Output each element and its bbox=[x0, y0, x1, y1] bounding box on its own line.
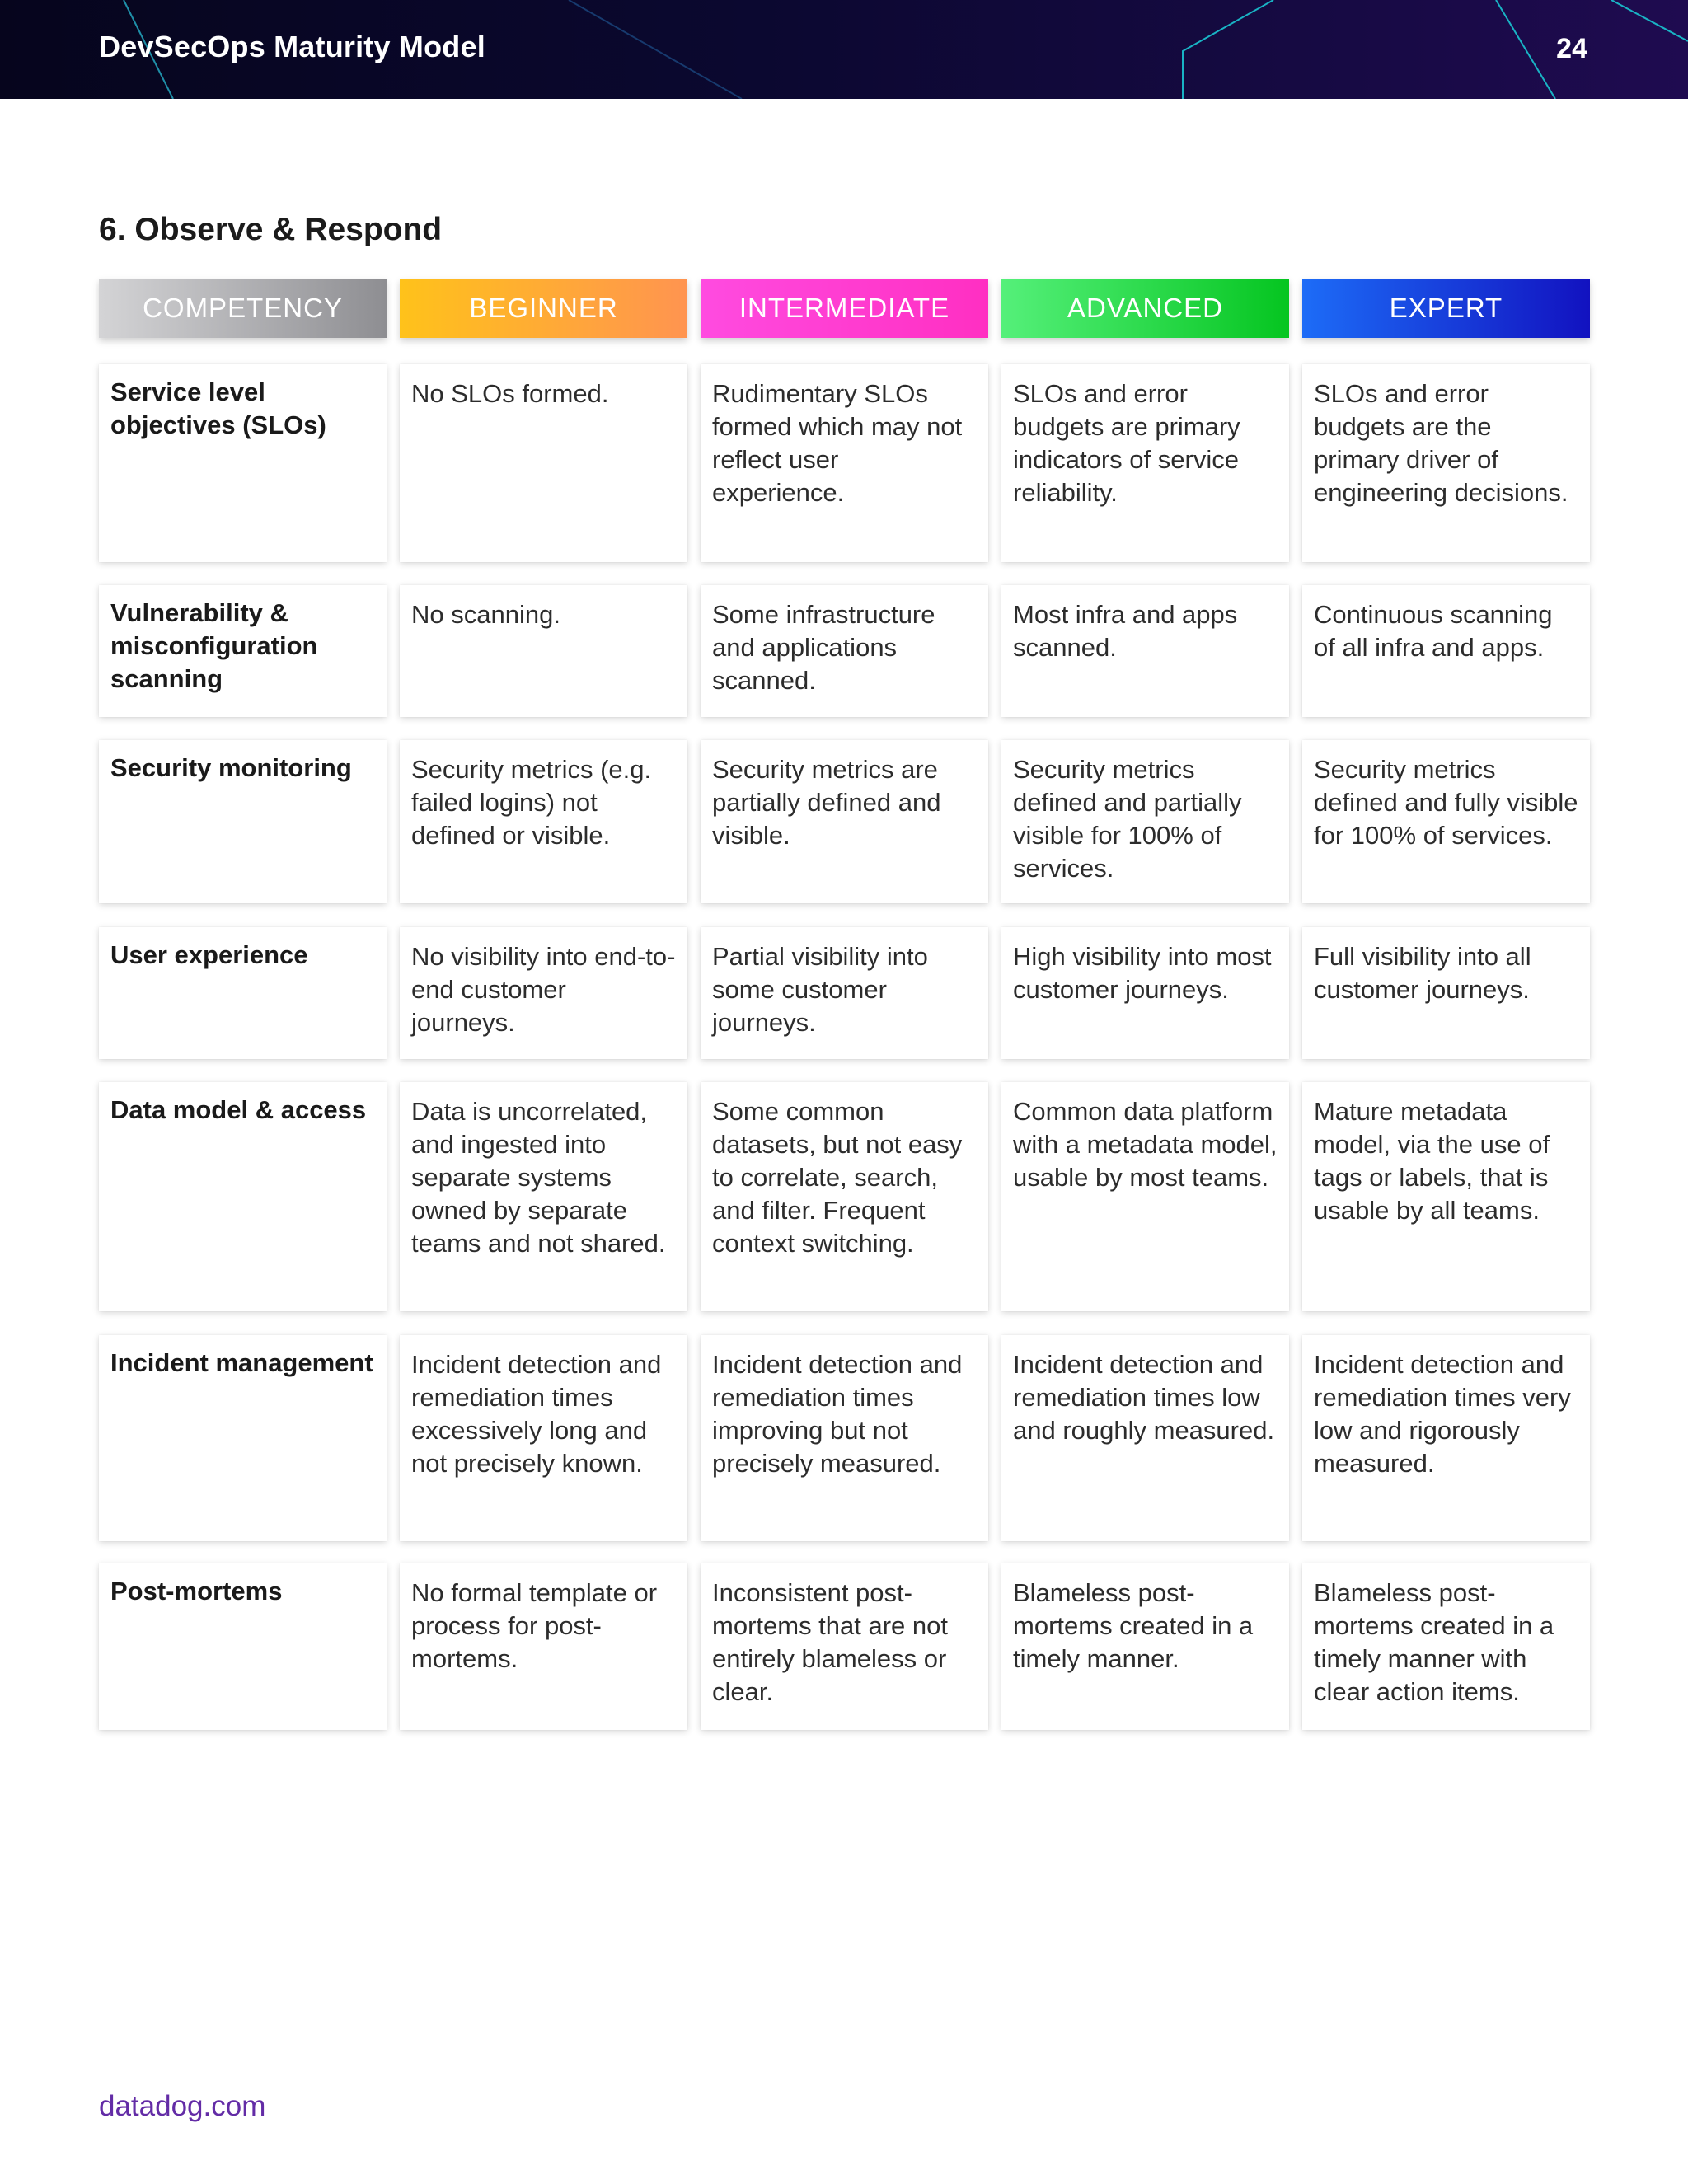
beginner-cell: No visibility into end-to-end customer journeys. bbox=[400, 927, 687, 1059]
column-header-expert: EXPERT bbox=[1302, 279, 1590, 338]
advanced-cell: Blameless post-mortems created in a timely manner. bbox=[1001, 1563, 1289, 1730]
competency-cell: Data model & access bbox=[99, 1082, 387, 1311]
expert-cell: Blameless post-mortems created in a timely manner with clear action items. bbox=[1302, 1563, 1590, 1730]
intermediate-cell: Some common datasets, but not easy to correlate, search, and filter. Frequent context switching. bbox=[701, 1082, 988, 1311]
competency-cell: Vulnerability & misconfiguration scanning bbox=[99, 585, 387, 717]
advanced-cell: Most infra and apps scanned. bbox=[1001, 585, 1289, 717]
intermediate-cell: Some infrastructure and applications scanned. bbox=[701, 585, 988, 717]
advanced-cell: Common data platform with a metadata model, usable by most teams. bbox=[1001, 1082, 1289, 1311]
advanced-cell: SLOs and error budgets are primary indicators of service reliability. bbox=[1001, 364, 1289, 562]
beginner-cell: No scanning. bbox=[400, 585, 687, 717]
section-title: 6. Observe & Respond bbox=[99, 212, 443, 247]
footer-link[interactable]: datadog.com bbox=[99, 2090, 266, 2122]
intermediate-cell: Incident detection and remediation times improving but not precisely measured. bbox=[701, 1335, 988, 1541]
document-title: DevSecOps Maturity Model bbox=[99, 30, 485, 63]
column-header-competency: COMPETENCY bbox=[99, 279, 387, 338]
expert-cell: Incident detection and remediation times very low and rigorously measured. bbox=[1302, 1335, 1590, 1541]
expert-cell: Continuous scanning of all infra and apps. bbox=[1302, 585, 1590, 717]
advanced-cell: Security metrics defined and partially visible for 100% of services. bbox=[1001, 740, 1289, 903]
column-header-beginner: BEGINNER bbox=[400, 279, 687, 338]
expert-cell: SLOs and error budgets are the primary driver of engineering decisions. bbox=[1302, 364, 1590, 562]
page-header bbox=[0, 0, 1688, 99]
intermediate-cell: Security metrics are partially defined and visible. bbox=[701, 740, 988, 903]
advanced-cell: Incident detection and remediation times low and roughly measured. bbox=[1001, 1335, 1289, 1541]
beginner-cell: Security metrics (e.g. failed logins) not defined or visible. bbox=[400, 740, 687, 903]
column-header-advanced: ADVANCED bbox=[1001, 279, 1289, 338]
competency-cell: Security monitoring bbox=[99, 740, 387, 903]
expert-cell: Mature metadata model, via the use of tags or labels, that is usable by all teams. bbox=[1302, 1082, 1590, 1311]
column-header-intermediate: INTERMEDIATE bbox=[701, 279, 988, 338]
competency-cell: Incident management bbox=[99, 1335, 387, 1541]
competency-cell: Post-mortems bbox=[99, 1563, 387, 1730]
intermediate-cell: Inconsistent post-mortems that are not entirely blameless or clear. bbox=[701, 1563, 988, 1730]
intermediate-cell: Rudimentary SLOs formed which may not reflect user experience. bbox=[701, 364, 988, 562]
competency-cell: Service level objectives (SLOs) bbox=[99, 364, 387, 562]
intermediate-cell: Partial visibility into some customer journeys. bbox=[701, 927, 988, 1059]
page-number: 24 bbox=[1556, 33, 1587, 64]
advanced-cell: High visibility into most customer journeys. bbox=[1001, 927, 1289, 1059]
beginner-cell: No formal template or process for post-mortems. bbox=[400, 1563, 687, 1730]
competency-cell: User experience bbox=[99, 927, 387, 1059]
expert-cell: Full visibility into all customer journeys. bbox=[1302, 927, 1590, 1059]
beginner-cell: Incident detection and remediation times excessively long and not precisely known. bbox=[400, 1335, 687, 1541]
beginner-cell: Data is uncorrelated, and ingested into separate systems owned by separate teams and not shared. bbox=[400, 1082, 687, 1311]
expert-cell: Security metrics defined and fully visible for 100% of services. bbox=[1302, 740, 1590, 903]
beginner-cell: No SLOs formed. bbox=[400, 364, 687, 562]
